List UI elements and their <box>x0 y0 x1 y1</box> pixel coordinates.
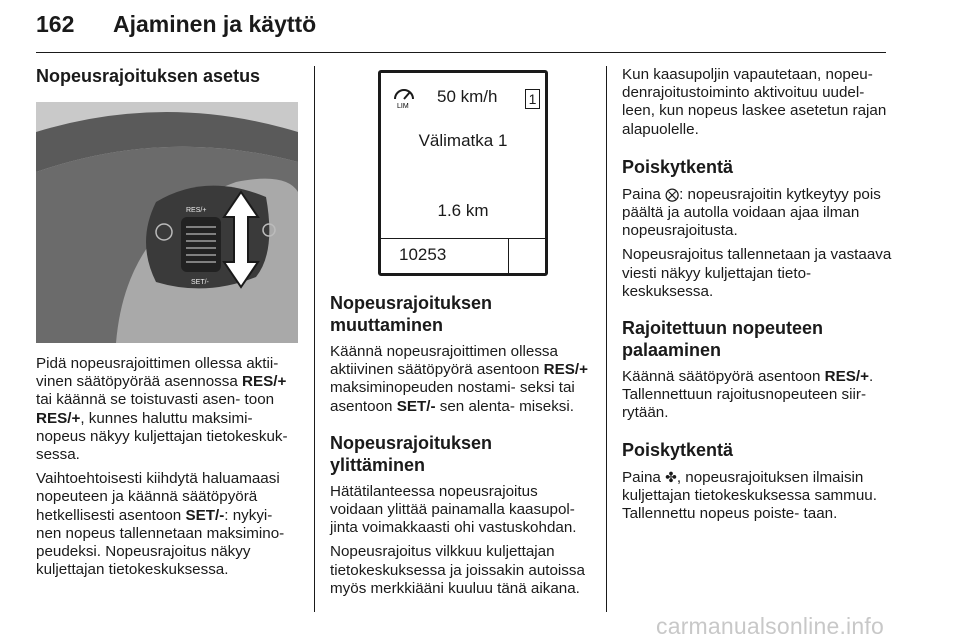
driver-info-display-figure <box>330 60 592 275</box>
steering-wheel-illustration <box>36 102 298 343</box>
paragraph: Paina ✤, nopeusrajoituksen ilmaisin kuljettajan tietokeskuksessa sammuu. Tallennettu nopeus poiste- taan. <box>622 468 877 523</box>
odometer: 10253 <box>399 245 447 264</box>
wheel-label-set: SET/- <box>191 279 209 286</box>
section-heading: Nopeusrajoituksen ylittäminen <box>330 432 493 475</box>
column-divider <box>314 66 315 612</box>
paragraph: Kun kaasupoljin vapautetaan, nopeu- denrajoitustoiminto aktivoituu uudel- leen, kun nopeus laskee asetetun rajan alapuolelle. <box>622 66 887 138</box>
section-heading: Poiskytkentä <box>622 439 734 460</box>
paragraph: Käännä nopeusrajoittimen ollessa aktiivinen säätöpyörä asentoon RES/+ maksiminopeuden nostami- seksi tai asentoon SET/- sen alenta- miseksi. <box>330 343 588 415</box>
display-divider <box>508 239 510 273</box>
column-2 <box>330 60 592 598</box>
paragraph: Nopeusrajoitus vilkkuu kuljettajan tietokeskuksessa ja joissakin autoissa myös merkkiääni kuuluu tänä aikana. <box>330 543 585 597</box>
section-heading: Rajoitettuun nopeuteen palaaminen <box>622 318 823 361</box>
paragraph: Käännä säätöpyörä asentoon RES/+. Tallennettuun rajoitusnopeuteen siir- rytään. <box>622 368 874 422</box>
paragraph: Hätätilanteessa nopeusrajoitus voidaan ylittää painamalla kaasupol- jinta voimakkaasti ohi vastuskohdan. <box>330 482 577 537</box>
display-bottom-bar <box>381 238 545 273</box>
display-screen <box>378 70 548 276</box>
svg-text:LIM: LIM <box>397 103 409 109</box>
set-speed: 50 km/h <box>437 87 498 106</box>
column-1 <box>36 60 298 579</box>
section-heading: Poiskytkentä <box>622 156 734 177</box>
steering-wheel-figure <box>36 102 298 343</box>
paragraph: Nopeusrajoitus tallennetaan ja vastaava viesti näkyy kuljettajan tieto- keskuksessa. <box>622 246 892 300</box>
cancel-icon: ⨂ <box>665 185 680 202</box>
watermark: carmanualsonline.info <box>656 613 884 639</box>
trip-label: Välimatka 1 <box>418 131 508 150</box>
page-indicator: 1 <box>525 89 540 109</box>
speed-limiter-icon <box>391 83 417 114</box>
speed-limiter-icon: ✤ <box>665 468 677 485</box>
paragraph: Vaihtoehtoisesti kiihdytä haluamaasi nopeuteen ja käännä säätöpyörä hetkellisesti asentoon SET/-: nykyi- nen nopeus tallennetaan maksimino- peudeksi. Nopeusrajoitus näkyy kuljettajan tietokeskuksessa. <box>36 470 285 579</box>
trip-distance: 1.6 km <box>437 201 489 220</box>
paragraph: Paina ⨂: nopeusrajoitin kytkeytyy pois päältä ja autolla voidaan ajaa ilman nopeusrajoitusta. <box>622 185 881 240</box>
section-heading: Nopeusrajoituksen asetus <box>36 66 261 86</box>
column-3 <box>622 60 892 523</box>
page-title: Ajaminen ja käyttö <box>113 11 317 37</box>
page-header <box>36 0 886 53</box>
page-number: 162 <box>36 11 75 37</box>
column-divider <box>606 66 607 612</box>
wheel-label-res: RES/+ <box>186 207 207 214</box>
paragraph: Pidä nopeusrajoittimen ollessa aktii- vinen säätöpyörää asennossa RES/+ tai käännä se toistuvasti asen- toon RES/+, kunnes haluttu maksimi- nopeus näkyy kuljettajan tietokeskuk- sessa. <box>36 355 288 464</box>
section-heading: Nopeusrajoituksen muuttaminen <box>330 293 493 335</box>
